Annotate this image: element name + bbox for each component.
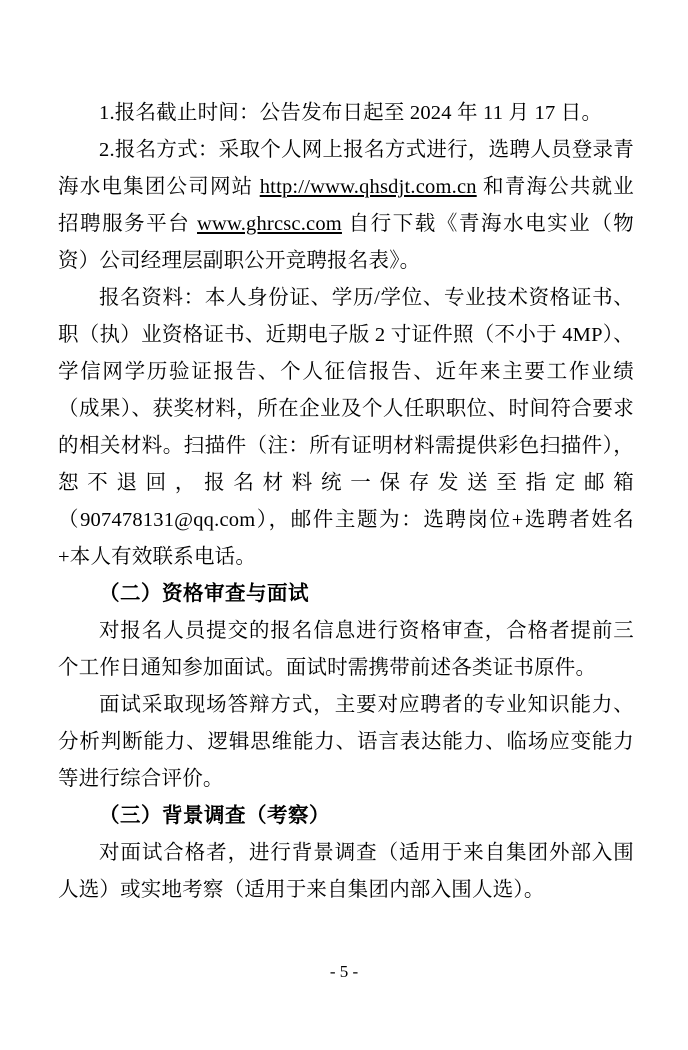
paragraph-application-method-text: 2.报名方式：采取个人网上报名方式进行，选聘人员登录青海水电集团公司网站 http://www.qhsdjt.com.cn 和青海公共就业招聘服务平台 www.ghrcsc.com 自行下载《青海水电实业（物资）公司经理层副职公开竞聘报名表》。 bbox=[58, 139, 635, 272]
page-number: - 5 - bbox=[329, 962, 359, 981]
link-url[interactable]: http://www.qhsdjt.com.cn bbox=[259, 176, 477, 198]
paragraph-interview-format: 面试采取现场答辩方式，主要对应聘者的专业知识能力、分析判断能力、逻辑思维能力、语言表达能力、临场应变能力等进行综合评价。 bbox=[58, 694, 634, 790]
document-body bbox=[58, 95, 634, 909]
heading-background-check: （三）背景调查（考察） bbox=[99, 805, 330, 827]
paragraph-materials: 报名资料：本人身份证、学历/学位、专业技术资格证书、职（执）业资格证书、近期电子版 2 寸证件照（不小于 4MP）、学信网学历验证报告、个人征信报告、近年来主要工作业绩（成果）、获奖材料，所在企业及个人任职职位、时间符合要求的相关材料。扫描件（注：所有证明材料需提供彩色扫描件），恕 不 退 回 ， 报 名 材 料 统 一 保 存 发 送 至 指 定 邮 箱（907478131@qq.com），邮件主题为：选聘岗位+选聘者姓名+本人有效联系电话。 bbox=[58, 287, 634, 568]
link-url[interactable]: www.ghrcsc.com bbox=[197, 213, 342, 235]
paragraph-application-method bbox=[58, 132, 634, 280]
paragraph-review-process: 对报名人员提交的报名信息进行资格审查，合格者提前三个工作日通知参加面试。面试时需携带前述各类证书原件。 bbox=[58, 620, 634, 679]
heading-qualification-review: （二）资格审查与面试 bbox=[99, 583, 309, 605]
paragraph-background-check-detail: 对面试合格者，进行背景调查（适用于来自集团外部入围人选）或实地考察（适用于来自集团内部入围人选）。 bbox=[58, 842, 634, 901]
paragraph-deadline: 1.报名截止时间：公告发布日起至 2024 年 11 月 17 日。 bbox=[99, 102, 603, 124]
